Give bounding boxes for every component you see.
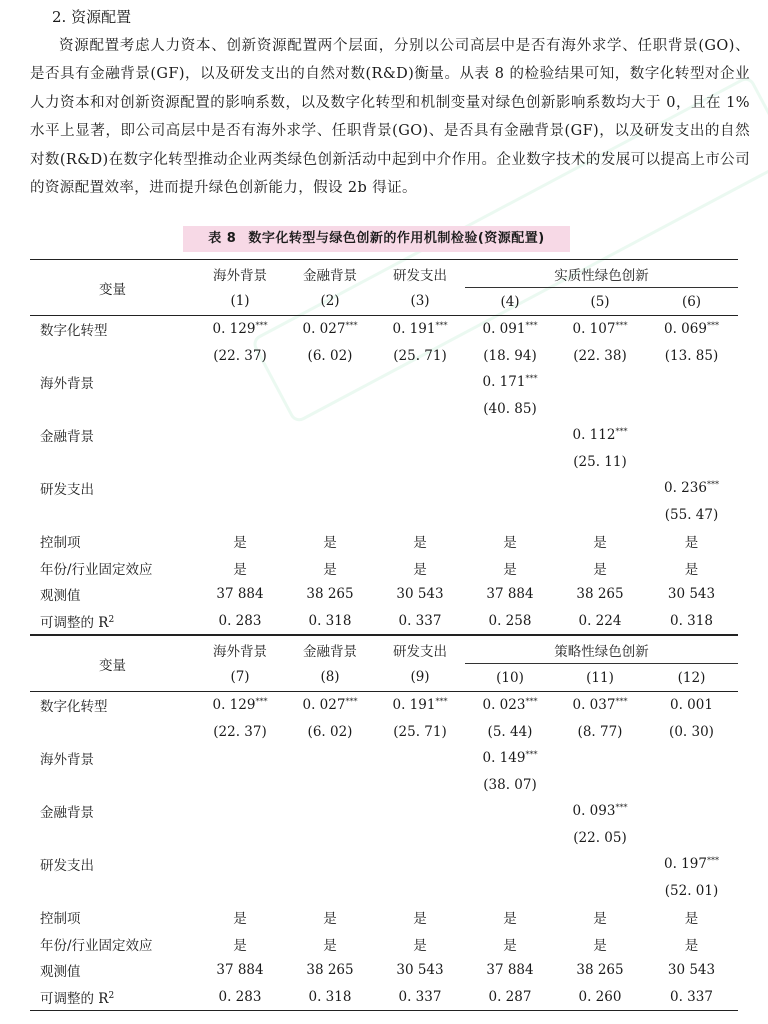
table-cell: 是 [323, 937, 337, 954]
column-label: 金融背景 [285, 260, 375, 288]
table-cell: 0. 149*** [482, 750, 538, 767]
table-row [30, 851, 738, 878]
row-label [30, 343, 195, 370]
row-label [30, 878, 195, 905]
table-cell: 30 543 [396, 962, 444, 979]
table-cell: 是 [503, 535, 517, 552]
table-cell: 是 [413, 561, 427, 578]
table-cell [195, 422, 285, 449]
table-cell: 0. 318 [285, 984, 375, 1011]
table-cell: 是 [233, 535, 247, 552]
regression-table-panel-2 [30, 635, 738, 1011]
table-cell: 0. 197*** [664, 856, 719, 873]
column-label: 金融背景 [285, 636, 375, 664]
table-cell: (6. 02) [307, 347, 353, 364]
row-label: 可调整的 $R^2$ [30, 984, 195, 1011]
row-label: 可调整的 $R^2$ [30, 608, 195, 635]
significance-stars: *** [615, 321, 628, 331]
column-number: (3) [375, 288, 465, 316]
table-cell [465, 422, 555, 449]
table-cell: (0. 30) [669, 723, 714, 740]
table-cell: 是 [323, 911, 337, 928]
row-label [30, 449, 195, 476]
table-cell: 0. 258 [465, 608, 555, 635]
column-number: (9) [375, 664, 465, 692]
table-cell [195, 745, 285, 772]
table-cell: 是 [593, 911, 607, 928]
table-row [30, 581, 738, 608]
significance-stars: *** [706, 856, 719, 866]
significance-stars: *** [525, 374, 538, 384]
header-row [30, 636, 738, 664]
significance-stars: *** [706, 480, 719, 490]
table-cell: 37 884 [486, 962, 534, 979]
table-cell: 是 [413, 911, 427, 928]
table-row [30, 772, 738, 799]
table-cell: 30 543 [667, 962, 716, 979]
significance-stars: *** [255, 321, 268, 331]
row-label [30, 772, 195, 799]
table-cell [465, 825, 555, 852]
row-label: 数字化转型 [40, 699, 108, 716]
table-row [30, 449, 738, 476]
table-cell: (5. 44) [487, 723, 533, 740]
table-cell: 是 [684, 937, 699, 954]
significance-stars: *** [615, 803, 628, 813]
table-cell: 是 [413, 535, 427, 552]
table-cell: (18. 94) [483, 347, 537, 364]
table-cell: (6. 02) [307, 723, 353, 740]
table-cell [375, 851, 465, 878]
table-cell: 0. 112*** [572, 427, 628, 444]
row-label: 控制项 [40, 535, 81, 552]
significance-stars: *** [345, 321, 358, 331]
table-cell: 是 [684, 561, 699, 578]
row-label: 年份/行业固定效应 [40, 561, 153, 578]
table-cell [555, 502, 645, 529]
table-cell: (22. 38) [573, 347, 627, 364]
table-cell [375, 825, 465, 852]
table-cell: 是 [233, 561, 247, 578]
table-cell [375, 449, 465, 476]
table-cell: 30 543 [667, 586, 716, 603]
table-row [30, 502, 738, 529]
row-label: 研发支出 [40, 858, 94, 875]
table-cell: 38 265 [576, 962, 624, 979]
header-row [30, 260, 738, 288]
table-cell [375, 422, 465, 449]
table-cell: 0. 107*** [572, 321, 628, 338]
table-cell: 是 [323, 535, 337, 552]
row-label [30, 502, 195, 529]
table-cell: 是 [503, 911, 517, 928]
table-number: 表 8 [208, 231, 237, 246]
table-cell [645, 798, 738, 825]
row-label: 海外背景 [40, 376, 94, 393]
table-row [30, 555, 738, 582]
row-label [30, 719, 195, 746]
table-cell [195, 878, 285, 905]
table-cell [285, 825, 375, 852]
table-cell: 0. 069*** [664, 321, 719, 338]
table-cell [645, 745, 738, 772]
column-label: 研发支出 [375, 636, 465, 664]
table-row [30, 825, 738, 852]
variable-header: 变量 [30, 636, 195, 692]
row-label: 海外背景 [40, 752, 94, 769]
significance-stars: *** [255, 697, 268, 707]
table-cell [465, 878, 555, 905]
table-cell: 0. 191*** [392, 321, 448, 338]
table-cell: (40. 85) [483, 400, 537, 417]
table-cell [285, 475, 375, 502]
table-cell: (22. 05) [573, 829, 627, 846]
table-cell: 0. 318 [285, 608, 375, 635]
table-cell [555, 772, 645, 799]
table-cell: 0. 337 [375, 608, 465, 635]
table-cell: 0. 001 [670, 697, 713, 714]
body-paragraph: 资源配置考虑人力资本、创新资源配置两个层面，分别以公司高层中是否有海外求学、任职背景(GO)、是否具有金融背景(GF)，以及研发支出的自然对数(R&D)衡量。从表 8 的检验结果可知，数字化转型对企业人力资本和对创新资源配置的影响系数，以及数字化转型和机制变量对绿色创新影响系数均大于 0，且在 1% 水平上显著，即公司高层中是否有海外求学、任职背景(GO)、是否具有金融背景(GF)，以及研发支出的自然对数(R&D)在数字化转型推动企业两类绿色创新活动中起到中介作用。企业数字技术的发展可以提高上市公司的资源配置效率，进而提升绿色创新能力，假设 2b 得证。 [30, 38, 750, 197]
table-cell [375, 745, 465, 772]
table-cell [195, 475, 285, 502]
table-cell [555, 369, 645, 396]
table-row [30, 719, 738, 746]
table-cell [285, 396, 375, 423]
table-row [30, 878, 738, 905]
table-cell: 0. 236*** [664, 480, 719, 497]
table-row [30, 343, 738, 370]
row-label: 控制项 [40, 911, 81, 928]
column-number: (1) [195, 288, 285, 316]
table-cell [555, 745, 645, 772]
column-number: (5) [555, 288, 645, 316]
significance-stars: *** [525, 321, 538, 331]
table-cell: 30 543 [396, 586, 444, 603]
column-number: (2) [285, 288, 375, 316]
table-row [30, 904, 738, 931]
row-label: 数字化转型 [40, 323, 108, 340]
table-cell: 是 [684, 911, 699, 928]
table-cell: 0. 260 [555, 984, 645, 1011]
table-cell: 0. 318 [645, 608, 738, 635]
table-cell [285, 878, 375, 905]
table-cell: 是 [593, 937, 607, 954]
table-cell: 0. 027*** [302, 697, 358, 714]
superscript: 2 [108, 990, 115, 1001]
row-label: 年份/行业固定效应 [40, 937, 153, 954]
table-row [30, 984, 738, 1011]
table-cell: 是 [233, 911, 247, 928]
table-row [30, 931, 738, 958]
span-column-label: 实质性绿色创新 [465, 260, 738, 288]
table-cell [375, 878, 465, 905]
regression-table-panel-1 [30, 259, 738, 635]
table-cell [555, 396, 645, 423]
significance-stars: *** [525, 697, 538, 707]
table-cell [645, 772, 738, 799]
table-row [30, 608, 738, 635]
table-cell: 38 265 [306, 586, 354, 603]
table-cell [465, 502, 555, 529]
table-cell [195, 851, 285, 878]
significance-stars: *** [615, 427, 628, 437]
significance-stars: *** [525, 750, 538, 760]
table-cell: (13. 85) [664, 347, 719, 364]
row-label: 观测值 [40, 588, 81, 605]
table-cell: 是 [684, 535, 699, 552]
table-cell: 是 [593, 535, 607, 552]
table-cell [645, 396, 738, 423]
column-label: 海外背景 [195, 260, 285, 288]
table-cell [195, 369, 285, 396]
significance-stars: *** [435, 321, 448, 331]
table-cell: 0. 027*** [302, 321, 358, 338]
table-cell: (25. 71) [393, 347, 447, 364]
table-cell: (22. 37) [213, 723, 267, 740]
table-cell [195, 502, 285, 529]
row-label: 观测值 [40, 964, 81, 981]
table-cell: 0. 171*** [482, 374, 538, 391]
table-cell [195, 825, 285, 852]
column-number: (4) [465, 288, 555, 316]
table-cell: 37 884 [216, 962, 264, 979]
table-cell [285, 369, 375, 396]
table-cell: 是 [593, 561, 607, 578]
table-cell: 0. 091*** [482, 321, 538, 338]
table-cell [285, 798, 375, 825]
table-cell [465, 475, 555, 502]
column-number: (7) [195, 664, 285, 692]
span-column-label: 策略性绿色创新 [465, 636, 738, 664]
table-cell: 0. 191*** [392, 697, 448, 714]
table-cell: 是 [503, 937, 517, 954]
table-cell [375, 772, 465, 799]
table-cell [375, 396, 465, 423]
table-cell: 0. 129*** [212, 321, 268, 338]
table-cell: 0. 283 [195, 608, 285, 635]
table-row [30, 798, 738, 825]
table-title: 数字化转型与绿色创新的作用机制检验(资源配置) [248, 231, 545, 246]
table-cell: 37 884 [486, 586, 534, 603]
table-cell [465, 449, 555, 476]
row-label: 金融背景 [40, 805, 94, 822]
column-number: (8) [285, 664, 375, 692]
table-cell: 0. 093*** [572, 803, 628, 820]
table-cell: 0. 283 [195, 984, 285, 1011]
table-cell: 0. 287 [465, 984, 555, 1011]
row-label: 研发支出 [40, 482, 94, 499]
table-cell: 0. 337 [375, 984, 465, 1011]
table-cell [195, 449, 285, 476]
table-cell: (22. 37) [213, 347, 267, 364]
table-cell [285, 745, 375, 772]
table-cell [195, 798, 285, 825]
table-cell: 0. 337 [645, 984, 738, 1011]
table-cell [285, 772, 375, 799]
table-cell: 38 265 [306, 962, 354, 979]
significance-stars: *** [345, 697, 358, 707]
table-cell [645, 449, 738, 476]
table-cell: 0. 023*** [482, 697, 538, 714]
table-row [30, 528, 738, 555]
significance-stars: *** [435, 697, 448, 707]
table-cell [285, 851, 375, 878]
table-cell [375, 798, 465, 825]
table-cell [555, 878, 645, 905]
table-cell [375, 502, 465, 529]
table-cell [195, 396, 285, 423]
table-cell [555, 475, 645, 502]
table-cell: 是 [503, 561, 517, 578]
table-cell [645, 369, 738, 396]
table-cell: 是 [413, 937, 427, 954]
superscript: 2 [108, 614, 115, 625]
table-cell: (8. 77) [577, 723, 623, 740]
column-number: (6) [645, 288, 738, 316]
column-number: (11) [555, 664, 645, 692]
table-cell [285, 502, 375, 529]
table-caption [183, 226, 570, 252]
table-cell: (25. 71) [393, 723, 447, 740]
column-label: 研发支出 [375, 260, 465, 288]
table-row [30, 396, 738, 423]
table-cell [195, 772, 285, 799]
table-cell [285, 422, 375, 449]
table-cell: 0. 037*** [572, 697, 628, 714]
table-cell: 37 884 [216, 586, 264, 603]
row-label [30, 825, 195, 852]
table-cell [285, 449, 375, 476]
table-row [30, 745, 738, 772]
table-cell [645, 825, 738, 852]
table-row [30, 422, 738, 449]
table-cell [465, 851, 555, 878]
table-cell: 0. 224 [555, 608, 645, 635]
table-row [30, 475, 738, 502]
significance-stars: *** [706, 321, 719, 331]
row-label: 金融背景 [40, 429, 94, 446]
column-number: (12) [645, 664, 738, 692]
table-cell [645, 422, 738, 449]
table-row [30, 316, 738, 343]
table-cell [465, 798, 555, 825]
variable-header: 变量 [30, 260, 195, 316]
section-title: 2. 资源配置 [52, 8, 132, 26]
table-row [30, 369, 738, 396]
table-cell [375, 475, 465, 502]
table-row [30, 692, 738, 719]
table-row [30, 957, 738, 984]
table-cell [375, 369, 465, 396]
significance-stars: *** [615, 697, 628, 707]
column-label: 海外背景 [195, 636, 285, 664]
table-cell: (25. 11) [573, 453, 627, 470]
table-cell: 是 [323, 561, 337, 578]
row-label [30, 396, 195, 423]
table-cell: (52. 01) [664, 882, 719, 899]
table-cell: (55. 47) [664, 506, 719, 523]
table-cell: 38 265 [576, 586, 624, 603]
table-cell [555, 851, 645, 878]
table-cell: 0. 129*** [212, 697, 268, 714]
table-cell: (38. 07) [483, 776, 537, 793]
table-cell: 是 [233, 937, 247, 954]
column-number: (10) [465, 664, 555, 692]
